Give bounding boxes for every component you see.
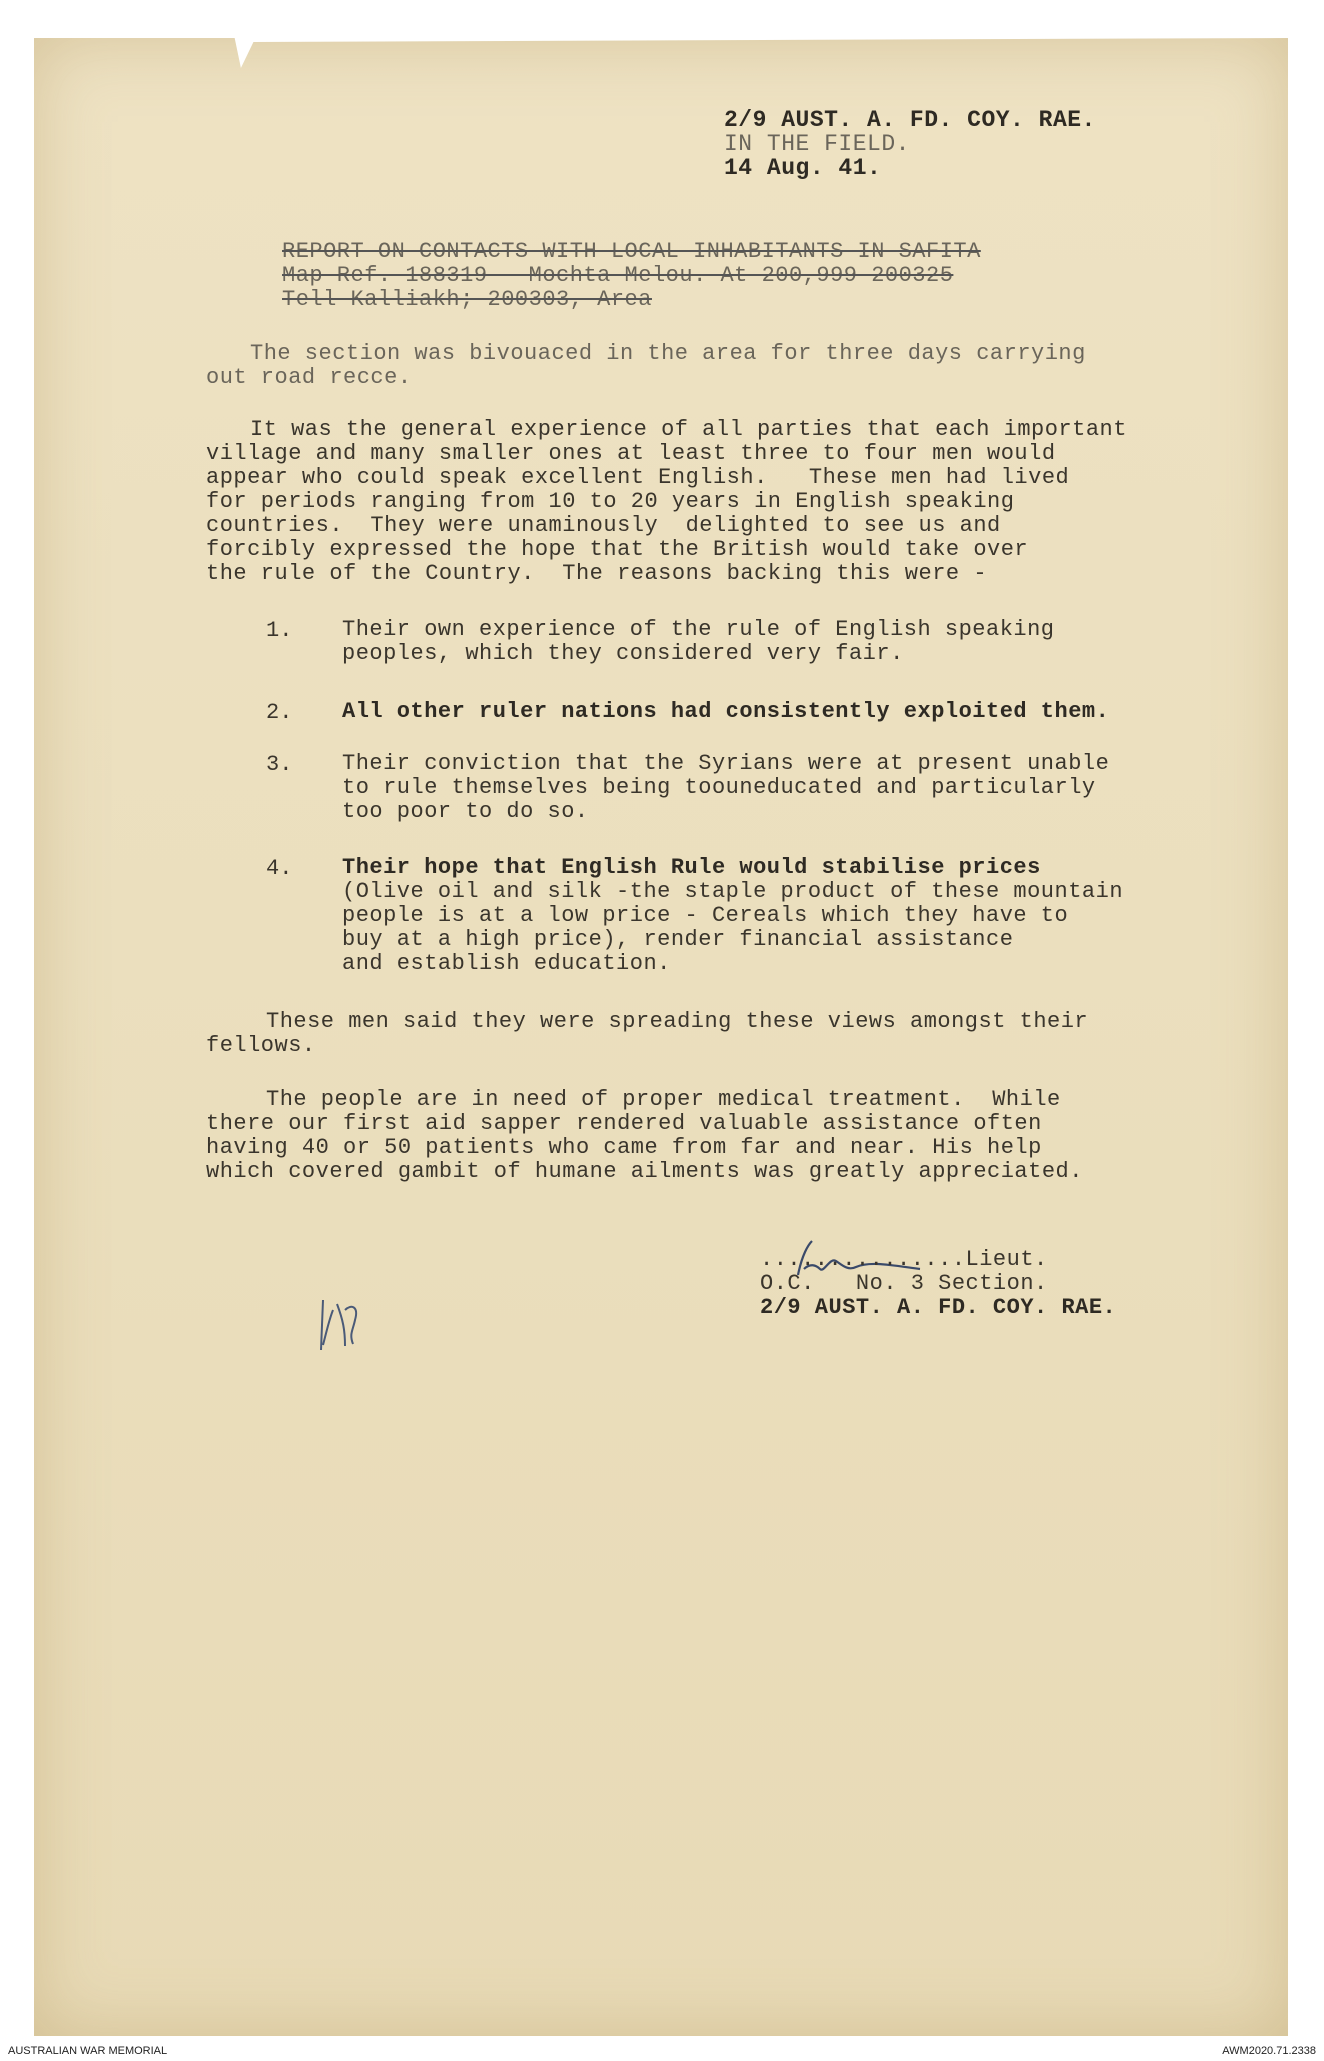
text-line: out road recce. [206,365,412,390]
handwritten-initials [315,1290,375,1360]
text-line: village and many smaller ones at least three to four men would [206,441,1056,466]
text-line: and establish education. [342,951,671,976]
text-line: countries. They were unaminously delighted to see us and [206,513,1001,538]
text-line: It was the general experience of all parties that each important [250,417,1127,442]
text-line: Their conviction that the Syrians were at present unable [342,751,1110,776]
text-line: buy at a high price), render financial assistance [342,927,1014,952]
text-line: The section was bivouaced in the area for three days carrying [250,341,1086,366]
text-line: which covered gambit of humane ailments was greatly appreciated. [206,1159,1083,1184]
text-line: having 40 or 50 patients who came from far and near. His help [206,1135,1042,1160]
item-number: 4. [266,856,293,881]
text-line: for periods ranging from 10 to 20 years in English speaking [206,489,1015,514]
signature-line: ...............Lieut. [760,1247,1048,1272]
officer-title: O.C. No. 3 Section. [760,1271,1048,1296]
text-line: to rule themselves being toouneducated and particularly [342,775,1096,800]
item-number: 2. [266,700,293,725]
text-line: there our first aid sapper rendered valuable assistance often [206,1111,1042,1136]
text-line: (Olive oil and silk -the staple product of these mountain [342,879,1124,904]
text-line: the rule of the Country. The reasons backing this were - [206,561,988,586]
text-line: peoples, which they considered very fair. [342,641,904,666]
date-line: 14 Aug. 41. [724,155,882,181]
text-line: too poor to do so. [342,799,589,824]
report-title: REPORT ON CONTACTS WITH LOCAL INHABITANTS IN SAFITA [282,239,981,264]
footer-accession-number: AWM2020.71.2338 [1222,2045,1316,2057]
location-line: IN THE FIELD. [724,131,910,157]
text-line: Their hope that English Rule would stabilise prices [342,855,1041,880]
footer-source: AUSTRALIAN WAR MEMORIAL [8,2045,168,2057]
text-line: These men said they were spreading these views amongst their [266,1009,1089,1034]
text-line: forcibly expressed the hope that the British would take over [206,537,1029,562]
area-reference: Tell Kalliakh; 200303, Area [282,287,652,312]
unit-heading: 2/9 AUST. A. FD. COY. RAE. [724,107,1096,133]
text-line: The people are in need of proper medical treatment. While [266,1087,1061,1112]
text-line: appear who could speak excellent English. These men had lived [206,465,1070,490]
item-number: 3. [266,752,293,777]
text-line: Their own experience of the rule of English speaking [342,617,1055,642]
map-reference: Map Ref. 188319 - Mochta Melou. At 200,999 200325 [282,263,954,288]
item-number: 1. [266,618,293,643]
text-line: All other ruler nations had consistently exploited them. [342,699,1110,724]
signature-unit: 2/9 AUST. A. FD. COY. RAE. [760,1295,1117,1320]
text-line: fellows. [206,1033,316,1058]
text-line: people is at a low price - Cereals which they have to [342,903,1069,928]
